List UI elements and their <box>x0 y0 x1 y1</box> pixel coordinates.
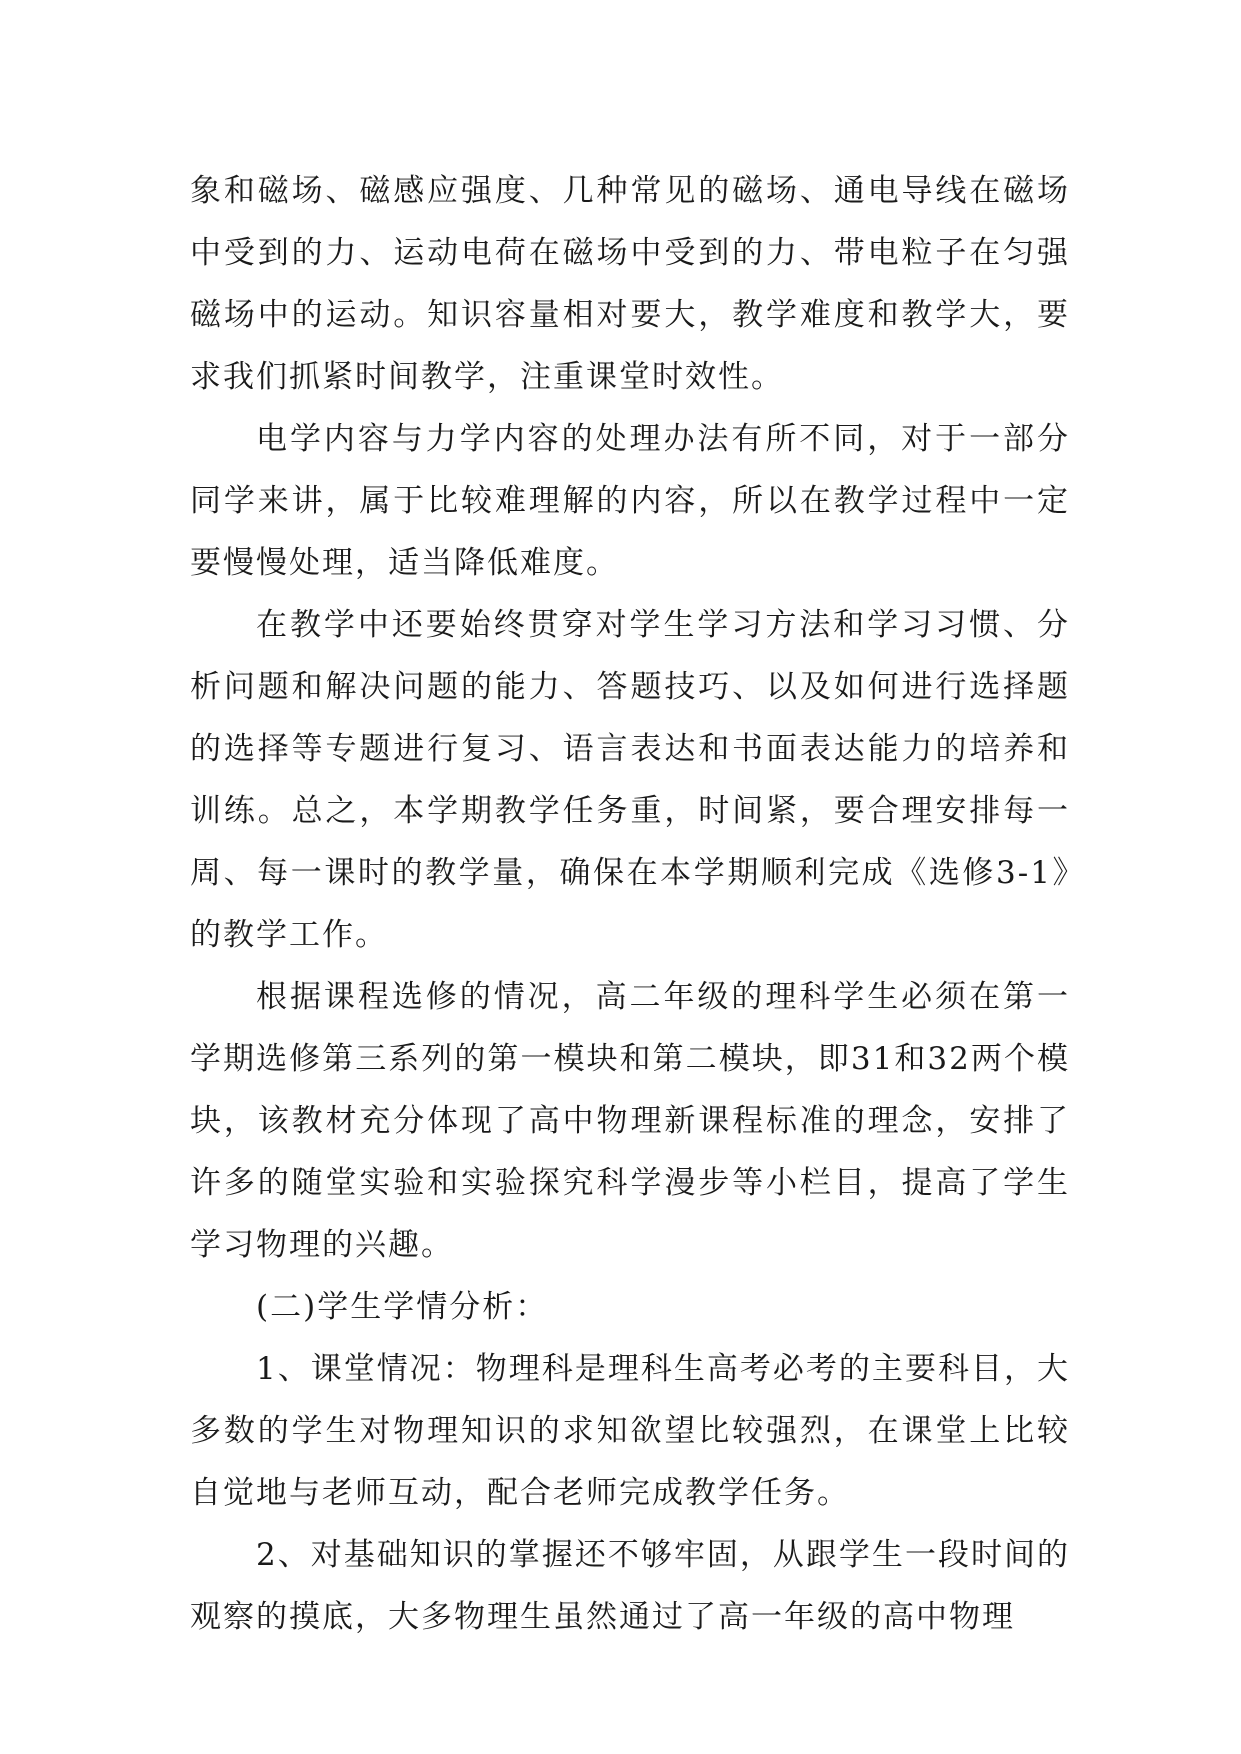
document-body <box>190 160 1070 1648</box>
paragraph-magnetic-field-topics: 象和磁场、磁感应强度、几种常见的磁场、通电导线在磁场中受到的力、运动电荷在磁场中受到的力、带电粒子在匀强磁场中的运动。知识容量相对要大，教学难度和教学大，要求我们抓紧时间教学，注重课堂时效性。 <box>190 173 1070 395</box>
paragraph-electricity-vs-mechanics: 电学内容与力学内容的处理办法有所不同，对于一部分同学来讲，属于比较难理解的内容，所以在教学过程中一定要慢慢处理，适当降低难度。 <box>190 421 1070 581</box>
paragraph-classroom-situation: 1、课堂情况：物理科是理科生高考必考的主要科目，大多数的学生对物理知识的求知欲望比较强烈，在课堂上比较自觉地与老师互动，配合老师完成教学任务。 <box>190 1351 1070 1511</box>
paragraph-teaching-methods: 在教学中还要始终贯穿对学生学习方法和学习习惯、分析问题和解决问题的能力、答题技巧、以及如何进行选择题的选择等专题进行复习、语言表达和书面表达能力的培养和训练。总之，本学期教学任务重，时间紧，要合理安排每一周、每一课时的教学量，确保在本学期顺利完成《选修3-1》的教学工作。 <box>190 607 1070 953</box>
paragraph-basic-knowledge: 2、对基础知识的掌握还不够牢固，从跟学生一段时间的观察的摸底，大多物理生虽然通过了高一年级的高中物理 <box>190 1537 1070 1635</box>
paragraph-course-electives: 根据课程选修的情况，高二年级的理科学生必须在第一学期选修第三系列的第一模块和第二模块，即31和32两个模块，该教材充分体现了高中物理新课程标准的理念，安排了许多的随堂实验和实验探究科学漫步等小栏目，提高了学生学习物理的兴趣。 <box>190 979 1070 1263</box>
section-heading-student-analysis: (二)学生学情分析： <box>256 1289 549 1325</box>
